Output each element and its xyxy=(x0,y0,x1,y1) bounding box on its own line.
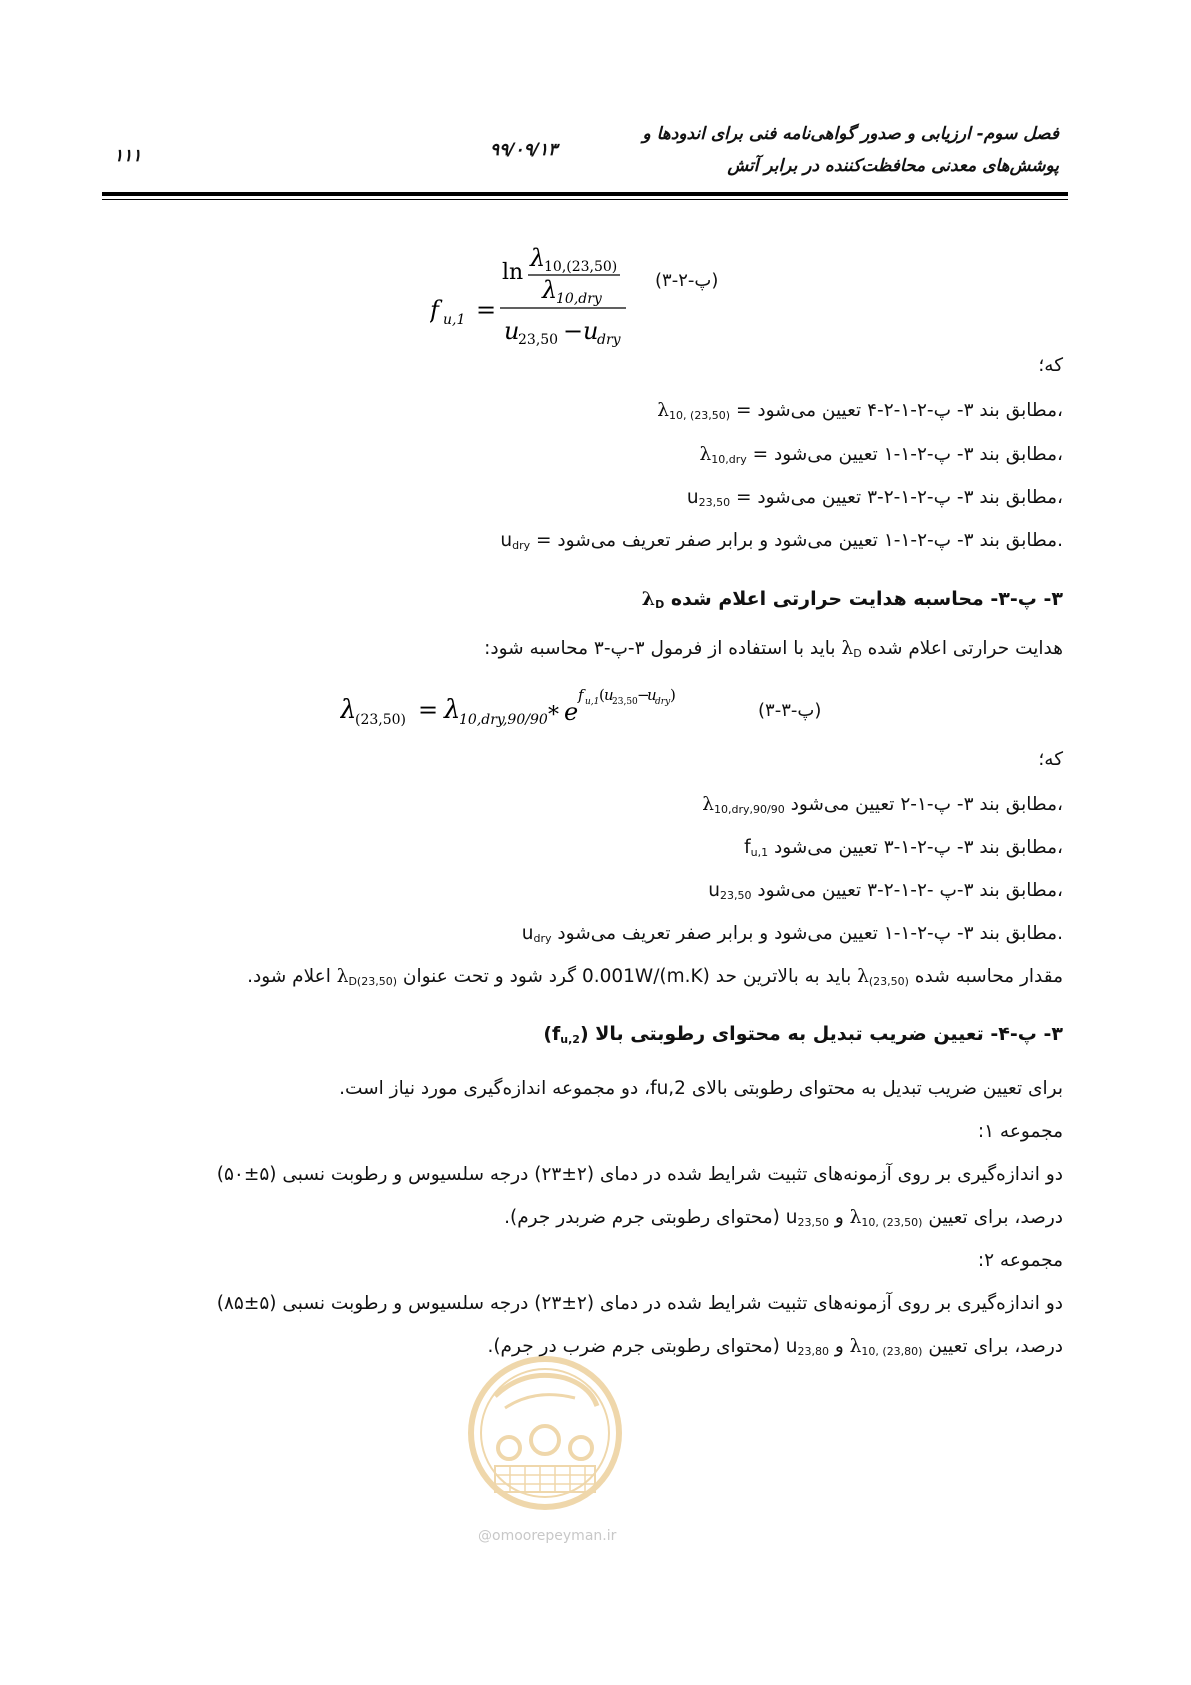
header-title-line1: فصل سوم- ارزیابی و صدور گواهی‌نامه فنی برای اندودها و xyxy=(642,124,1059,144)
set1-sym1: λ xyxy=(849,1207,862,1228)
header-date: ۹۹/۰۹/۱۳ xyxy=(490,140,558,160)
def2-sub-3: 23,50 xyxy=(719,889,752,902)
set2-sub2: 23,80 xyxy=(797,1345,829,1358)
page-number: ۱۱۱ xyxy=(114,146,142,166)
eq2-lambda-right-sub: 10,dry,90/90 xyxy=(459,712,548,728)
set2-and: و xyxy=(828,1336,850,1357)
section-3p3-intro-sym: λ xyxy=(841,638,854,659)
header-title-line2: پوشش‌های معدنی محافظت‌کننده در برابر آتش xyxy=(727,156,1059,176)
def1-text-1: = مطابق بند ۳- پ-۲-۱-۲-۴ تعیین می‌شود، xyxy=(730,400,1063,421)
equation-3p2 xyxy=(430,240,650,365)
eq1-lambda-top-sub: 10,(23,50) xyxy=(544,259,618,275)
eq1-lambda-top: λ xyxy=(530,244,546,272)
header-rule xyxy=(102,192,1068,196)
def2-text-3: مطابق بند ۳-پ -۲-۱-۲-۳ تعیین می‌شود، xyxy=(751,880,1063,901)
def2-row-3 xyxy=(708,876,1063,911)
rounding-middle: باید به بالاترین حد 0.001W/(m.K) گرد شود و تحت عنوان xyxy=(397,966,858,987)
def1-sym-4: u xyxy=(500,530,513,551)
set2-line2-before: درصد، برای تعیین xyxy=(922,1336,1063,1357)
eq1-lambda-bottom-sub: 10,dry xyxy=(556,291,602,307)
eq1-u2: u xyxy=(583,317,599,345)
set2-sym2: u xyxy=(785,1336,798,1357)
def2-text-2: مطابق بند ۳- پ-۲-۱-۳ تعیین می‌شود، xyxy=(768,837,1063,858)
def1-sub-1: 10, (23,50) xyxy=(669,409,731,422)
equation-3p3 xyxy=(340,678,680,738)
def2-sub-4: dry xyxy=(533,932,552,945)
eq1-u1-sub: 23,50 xyxy=(518,332,559,348)
section-3p3-intro-after: باید با استفاده از فرمول ۳-پ-۳ محاسبه شود: xyxy=(484,638,842,659)
rounding-sym2: λ xyxy=(336,966,349,987)
def1-row-2 xyxy=(699,440,1063,475)
section-3p3-heading-sym: λ xyxy=(641,588,656,610)
section-3p3-intro-before: هدایت حرارتی اعلام شده xyxy=(861,638,1063,659)
def2-row-2 xyxy=(744,833,1063,868)
where-2: که؛ xyxy=(1038,749,1063,770)
section-3p3-heading-text: ۳- پ-۳- محاسبه هدایت حرارتی اعلام شده xyxy=(664,588,1063,610)
def2-sub-1: 10,dry,90/90 xyxy=(714,803,785,816)
set1-sub2: 23,50 xyxy=(797,1216,829,1229)
header-rule-thin xyxy=(102,199,1068,200)
section-3p3-intro-sub: D xyxy=(853,647,862,660)
set1-and: و xyxy=(828,1207,850,1228)
def1-row-4 xyxy=(500,526,1063,561)
eq2-exp-u2: u xyxy=(647,686,657,704)
eq2-equals: = xyxy=(418,696,439,724)
section-3p3-heading xyxy=(642,588,1063,611)
def1-text-3: = مطابق بند ۳- پ-۲-۱-۲-۳ تعیین می‌شود، xyxy=(730,487,1063,508)
eq2-exp-close: ) xyxy=(670,686,676,704)
def2-sym-3: u xyxy=(708,880,720,901)
eq1-lhs xyxy=(430,296,496,328)
def1-sub-4: dry xyxy=(512,539,531,552)
eq2-exp-minus: − xyxy=(637,686,650,704)
rounding-sym1: λ xyxy=(857,966,869,987)
eq1-u2-sub: dry xyxy=(597,332,621,348)
eq2-exp-open: ( xyxy=(599,686,605,704)
eq2-e: e xyxy=(564,698,579,726)
def1-row-3 xyxy=(687,483,1063,518)
set1-line2 xyxy=(504,1203,1063,1238)
rounding-after: اعلام شود. xyxy=(247,966,337,987)
def2-text-4: مطابق بند ۳- پ-۲-۱-۱ تعیین می‌شود و برابر صفر تعریف می‌شود. xyxy=(551,923,1063,944)
watermark-text: @omoorepeyman.ir xyxy=(478,1528,617,1544)
set2-line1: دو اندازه‌گیری بر روی آزمونه‌های تثبیت شرایط شده در دمای (۲±۲۳) درجه سلسیوس و رطوبت نسبی (۵±۸۵) xyxy=(216,1293,1063,1314)
set2-sub1: 10, (23,80) xyxy=(861,1345,923,1358)
eq2-times: * xyxy=(548,703,559,728)
def2-row-4 xyxy=(522,919,1063,954)
def1-text-2: = مطابق بند ۳- پ-۲-۱-۱ تعیین می‌شود، xyxy=(746,444,1063,465)
section-3p3-heading-sub: D xyxy=(655,598,665,611)
section-3p4-heading-sym: f xyxy=(552,1023,561,1045)
def1-sub-3: 23,50 xyxy=(698,496,731,509)
section-3p4-intro: برای تعیین ضریب تبدیل به محتوای رطوبتی بالای fu,2، دو مجموعه اندازه‌گیری مورد نیاز است. xyxy=(339,1078,1063,1099)
def1-text-4: = مطابق بند ۳- پ-۲-۱-۱ تعیین می‌شود و برابر صفر تعریف می‌شود. xyxy=(530,530,1063,551)
section-3p4-heading-close: ) xyxy=(543,1023,553,1045)
set1-line2-after: (محتوای رطوبتی جرم ضربدر جرم). xyxy=(504,1207,786,1228)
set1-label: مجموعه ۱: xyxy=(977,1121,1063,1142)
set2-label: مجموعه ۲: xyxy=(977,1250,1063,1271)
eq2-lambda-left: λ xyxy=(340,695,357,725)
eq1-equals: = xyxy=(476,296,497,324)
set1-line1: دو اندازه‌گیری بر روی آزمونه‌های تثبیت شرایط شده در دمای (۲±۲۳) درجه سلسیوس و رطوبت نسبی (۵±۵۰) xyxy=(216,1164,1063,1185)
eq1-lambda-bottom: λ xyxy=(542,276,558,304)
eq2-exp-u1: u xyxy=(604,686,614,704)
eq1-u1: u xyxy=(504,317,520,345)
section-3p4-heading-sub: u,2 xyxy=(560,1033,580,1046)
eq2-exp-f: f xyxy=(578,686,584,704)
def2-sub-2: u,1 xyxy=(750,846,769,859)
section-3p3-intro xyxy=(484,634,1063,669)
set1-sub1: 10, (23,50) xyxy=(861,1216,923,1229)
eq1-ln: ln xyxy=(502,260,524,285)
def1-sub-2: 10,dry xyxy=(711,453,747,466)
def2-sym-1: λ xyxy=(702,794,715,815)
def1-sym-1: λ xyxy=(657,400,670,421)
def2-row-1 xyxy=(702,790,1063,825)
rounding-sub1: (23,50) xyxy=(868,975,909,988)
def2-text-1: مطابق بند ۳- پ-۱-۲ تعیین می‌شود، xyxy=(784,794,1063,815)
eq2-exp-u1-sub: 23,50 xyxy=(612,697,638,707)
eq1-f-sub: u,1 xyxy=(443,312,466,328)
rounding-note xyxy=(247,962,1063,997)
set2-line2-after: (محتوای رطوبتی جرم ضرب در جرم). xyxy=(487,1336,786,1357)
rounding-before: مقدار محاسبه شده xyxy=(908,966,1063,987)
def2-sym-2: f xyxy=(744,837,751,858)
eq1-f: f xyxy=(430,296,439,324)
eq2-label: (۳-پ-۳) xyxy=(758,700,822,721)
section-3p4-heading xyxy=(543,1023,1063,1046)
section-3p4-heading-text: ۳- پ-۴- تعیین ضریب تبدیل به محتوای رطوبتی بالا ( xyxy=(579,1023,1063,1045)
where-1: که؛ xyxy=(1038,355,1063,376)
header-title xyxy=(539,118,1059,182)
eq2-lambda-right: λ xyxy=(444,695,461,725)
eq2-exp-f-sub: u,1 xyxy=(585,697,600,707)
eq2-exp-u2-sub: dry xyxy=(655,697,671,707)
def1-row-1 xyxy=(657,396,1063,431)
def2-sym-4: u xyxy=(521,923,534,944)
def1-sym-3: u xyxy=(686,487,699,508)
set2-sym1: λ xyxy=(849,1336,862,1357)
def1-sym-2: λ xyxy=(699,444,712,465)
watermark-seal-icon xyxy=(465,1348,625,1518)
eq1-label: (۳-پ-۲) xyxy=(655,270,719,291)
set1-sym2: u xyxy=(785,1207,798,1228)
rounding-sub2: D(23,50) xyxy=(348,975,397,988)
eq1-minus: − xyxy=(563,317,584,345)
eq2-lambda-left-sub: (23,50) xyxy=(355,712,407,728)
set1-line2-before: درصد، برای تعیین xyxy=(922,1207,1063,1228)
